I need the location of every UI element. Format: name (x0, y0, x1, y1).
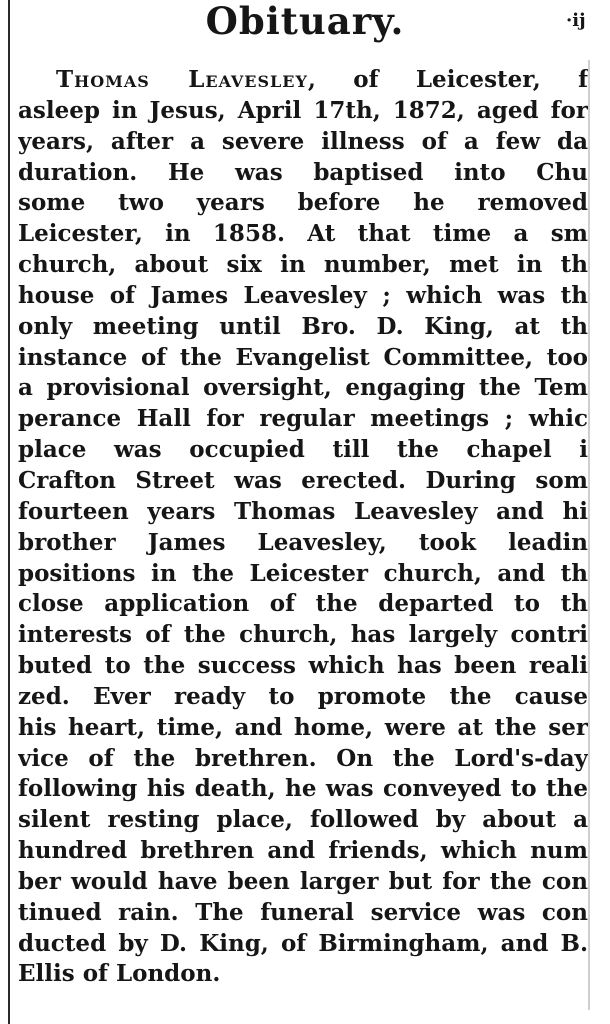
text-line: only meeting until Bro. D. King, at th (18, 312, 588, 340)
text-line: perance Hall for regular meetings ; whic (18, 405, 588, 433)
text-line: some two years before he removed (18, 189, 588, 217)
column-rule-left (8, 0, 10, 1024)
text-line: Ellis of London. (18, 960, 221, 988)
text-line: duration. He was baptised into Chu (18, 158, 588, 186)
text-line: hundred brethren and friends, which num (18, 837, 588, 865)
text-line: house of James Leavesley ; which was th (18, 281, 588, 309)
text-line: Thomas Leavesley, of Leicester, f (56, 66, 588, 93)
text-line: interests of the church, has largely contri (18, 621, 588, 649)
lead-name: Thomas Leavesley (56, 66, 308, 93)
text-line: Crafton Street was erected. During som (18, 466, 588, 494)
text-line: instance of the Evangelist Committee, too (18, 343, 588, 371)
text-line: positions in the Leicester church, and th (18, 559, 588, 587)
text-line: close application of the departed to th (18, 590, 588, 618)
text-line: silent resting place, followed by about a (18, 806, 588, 834)
obituary-heading: Obituary. (205, 0, 405, 43)
text-line: ber would have been larger but for the con (18, 867, 588, 895)
text-line: his heart, time, and home, were at the ser (18, 713, 588, 741)
text-line: zed. Ever ready to promote the cause (18, 682, 588, 710)
text-line: place was occupied till the chapel i (18, 436, 588, 464)
text-line: following his death, he was conveyed to the (18, 775, 588, 803)
text-line: years, after a severe illness of a few da (18, 127, 588, 155)
text-line: Leicester, in 1858. At that time a sm (18, 220, 588, 248)
text-line: church, about six in number, met in th (18, 251, 588, 279)
column-edge-right (588, 60, 590, 1010)
text-line: brother James Leavesley, took leadin (18, 528, 588, 556)
text-line: fourteen years Thomas Leavesley and hi (18, 497, 588, 525)
obituary-body (18, 65, 588, 990)
text-line: vice of the brethren. On the Lord's-day (18, 744, 588, 772)
text-line: buted to the success which has been reali (18, 652, 588, 680)
text-line: tinued rain. The funeral service was con (18, 898, 588, 926)
corner-mark: ·ij (566, 10, 586, 31)
text-line: ducted by D. King, of Birmingham, and B. (18, 929, 588, 957)
text-line: a provisional oversight, engaging the Tem (18, 374, 588, 402)
text-line: asleep in Jesus, April 17th, 1872, aged for (18, 96, 588, 124)
